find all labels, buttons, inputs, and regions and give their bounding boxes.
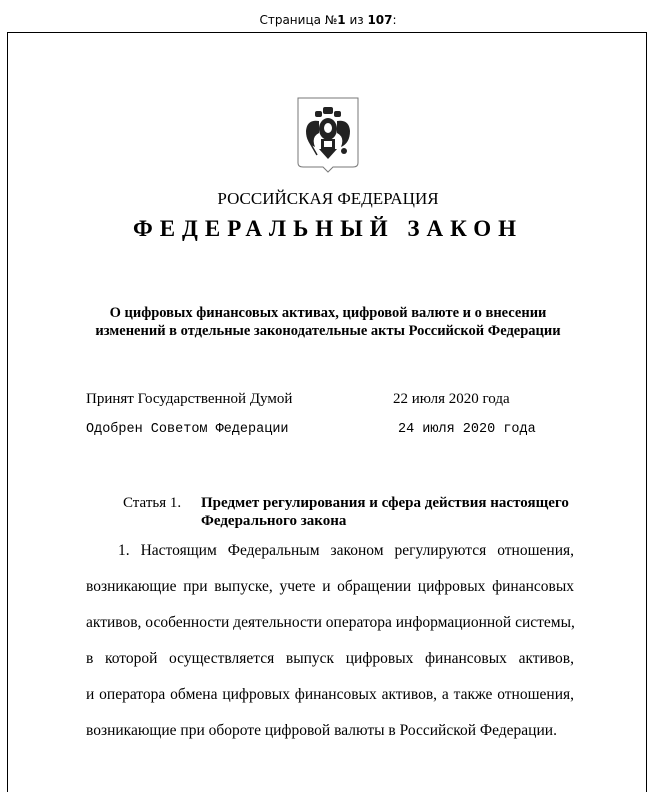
article-title-line: Предмет регулирования и сфера действия настоящего [201, 495, 569, 511]
document-page [7, 32, 647, 792]
page-label: Страница № [259, 13, 338, 27]
page-indicator [0, 13, 656, 27]
article-number: Статья 1. [123, 495, 182, 511]
current-page: 1 [337, 13, 346, 27]
law-title-line: О цифровых финансовых активах, цифровой валюте и о внесении [109, 305, 547, 321]
article-title [201, 494, 569, 530]
duma-label: Принят Государственной Думой [86, 391, 293, 407]
coat-of-arms-icon [297, 97, 359, 173]
law-title-line: изменений в отдельные законодательные акты Российской Федерации [95, 323, 561, 339]
law-title [8, 304, 648, 340]
paragraph-line: возникающие при выпуске, учете и обращении цифровых финансовых [86, 578, 574, 595]
paragraph-line: активов, особенности деятельности оператора информационной системы, [86, 614, 575, 631]
total-pages: 107 [367, 13, 393, 27]
country-heading: РОССИЙСКАЯ ФЕДЕРАЦИЯ [217, 189, 439, 208]
article-title-line: Федерального закона [201, 513, 347, 529]
duma-date: 22 июля 2020 года [393, 391, 510, 407]
paragraph-line: возникающие при обороте цифровой валюты в Российской Федерации. [86, 722, 557, 739]
paragraph-line: и оператора обмена цифровых финансовых активов, а также отношения, [86, 686, 574, 703]
page-of-label: из [345, 13, 368, 27]
law-type-heading: ФЕДЕРАЛЬНЫЙ ЗАКОН [132, 216, 524, 241]
page-suffix: : [392, 13, 397, 27]
paragraph-line: 1. Настоящим Федеральным законом регулируются отношения, [118, 542, 574, 559]
council-date: 24 июля 2020 года [398, 422, 536, 437]
paragraph-line: в которой осуществляется выпуск цифровых финансовых активов, [86, 650, 574, 667]
council-label: Одобрен Советом Федерации [86, 422, 289, 437]
